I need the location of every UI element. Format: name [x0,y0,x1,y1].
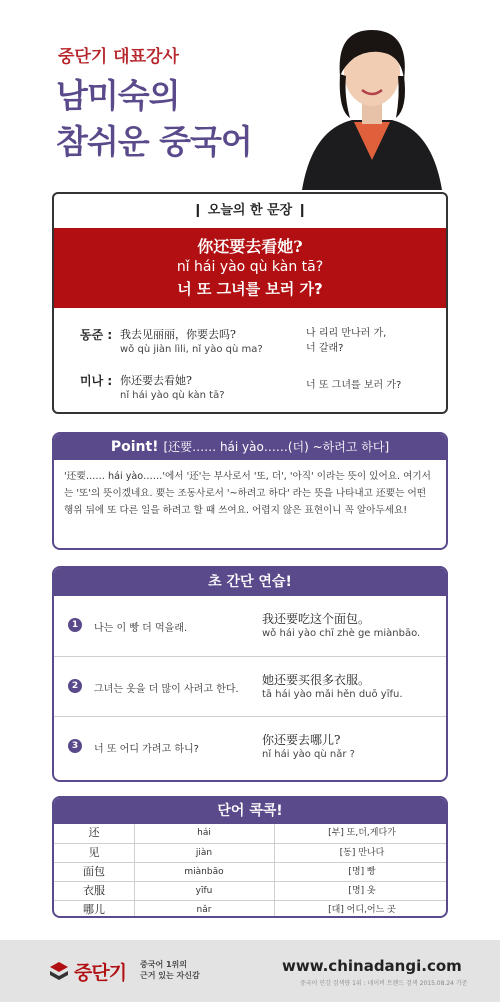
point-title: Point! [110,439,159,455]
vocab-pinyin: jiàn [195,848,213,858]
site-url-link[interactable]: www.chinadangi.com [282,957,462,975]
number-badge: 1 [68,618,82,632]
sentence-korean: 너 또 그녀를 보러 가? [177,280,323,298]
practice-row [54,656,446,714]
point-heading [54,434,446,460]
footer-note: 중국어 인강 검색량 1위 : 네이버 트렌드 검색 2015.08.24 기준 [300,980,468,987]
practice-pinyin: tā hái yào mǎi hěn duō yīfu. [262,689,403,700]
dialogue-korean: 나 리리 만나러 가, 너 갈래? [306,328,387,354]
vocab-pinyin: miànbāo [184,867,224,877]
vocab-pinyin: nǎr [196,905,212,915]
slogan-line: 근거 있는 자신감 [140,971,200,980]
vocab-row [54,862,446,881]
brand-name: 중단기 [74,962,127,984]
practice-pinyin: nǐ hái yào qù nǎr ? [262,749,355,760]
header-title-line1: 남미숙의 [56,76,180,115]
practice-row [54,716,446,774]
header-title-line2: 참쉬운 중국어 [56,122,252,161]
practice-korean: 나는 이 빵 더 먹을래. [94,623,188,634]
vocab-pinyin: yīfu [195,886,213,896]
vocab-meaning: [대] 어디,어느 곳 [328,905,396,915]
vocab-row [54,881,446,900]
today-highlight [54,228,446,308]
practice-pinyin: wǒ hái yào chī zhè ge miànbāo. [262,628,421,639]
speaker: 동준 : [80,328,113,342]
practice-korean: 너 또 어디 가려고 하니? [94,744,199,755]
footer [0,940,500,1002]
vocab-pinyin: hái [197,828,211,838]
header-subtitle: 중단기 대표강사 [58,47,179,67]
vocab-hanzi: 还 [88,826,100,839]
point-subtitle: [还要…… hái yào……(더) ~하려고 하다] [163,440,390,454]
vocab-meaning: [명] 옷 [348,886,376,896]
dialogue-pinyin: nǐ hái yào qù kàn tā? [120,390,225,401]
sentence-chinese: 你还要去看她? [197,237,303,256]
practice-chinese: 我还要吃这个面包。 [262,612,371,626]
vocab-meaning: [동] 만나다 [339,848,385,858]
number-badge: 3 [68,739,82,753]
vocab-hanzi: 哪儿 [83,903,105,916]
speaker: 미나 : [80,374,113,388]
slogan-line: 중국어 1위의 [140,960,187,969]
vocab-row [54,900,446,918]
vocab-hanzi: 见 [88,846,100,859]
sentence-pinyin: nǐ hái yào qù kàn tā? [176,259,324,275]
header [0,0,500,190]
practice-row [54,596,446,654]
vocab-row [54,843,446,862]
point-box [52,432,448,550]
teacher-portrait [292,10,452,190]
vocab-meaning: [부] 또,더,게다가 [328,828,396,838]
vocab-hanzi: 面包 [83,865,105,878]
practice-heading: 초 간단 연습! [54,568,446,596]
practice-chinese: 她还要买很多衣服。 [262,673,371,687]
brand-logo-icon [48,960,70,982]
point-body: '还要…… hái yào……'에서 '还'는 부사로서 '또, 더', '아직' 이라는 뜻이 있어요. 여기서는 '또'의 뜻이겠네요. 要는 조동사로서 '~하려고 하다' 라는 뜻을 나타내고 还要는 어떤 행위 뒤에 또 다른 일을 하려고 할 때 쓰여요. 어렵지 않은 표현이니 꼭 알아두세요! [64,471,431,516]
number-badge: 2 [68,679,82,693]
vocab-table [52,796,448,918]
practice-chinese: 你还要去哪儿? [262,733,341,747]
vocab-row [54,824,446,843]
today-heading: ❙ 오늘의 한 문장 ❙ [192,203,308,218]
vocab-hanzi: 衣服 [83,884,105,897]
vocab-meaning: [명] 빵 [348,867,376,877]
vocab-heading: 단어 콕콕! [54,798,446,824]
practice-korean: 그녀는 옷을 더 많이 사려고 한다. [94,684,239,695]
brand-slogan [140,959,200,981]
dialogue-korean: 너 또 그녀를 보러 가? [306,380,402,391]
practice-box [52,566,448,782]
dialogue-pinyin: wǒ qù jiàn lìli, nǐ yào qù ma? [120,344,263,355]
today-sentence-box [52,192,448,414]
dialogue-chinese: 我去见丽丽，你要去吗? [120,328,236,341]
dialogue-chinese: 你还要去看她? [120,374,192,387]
